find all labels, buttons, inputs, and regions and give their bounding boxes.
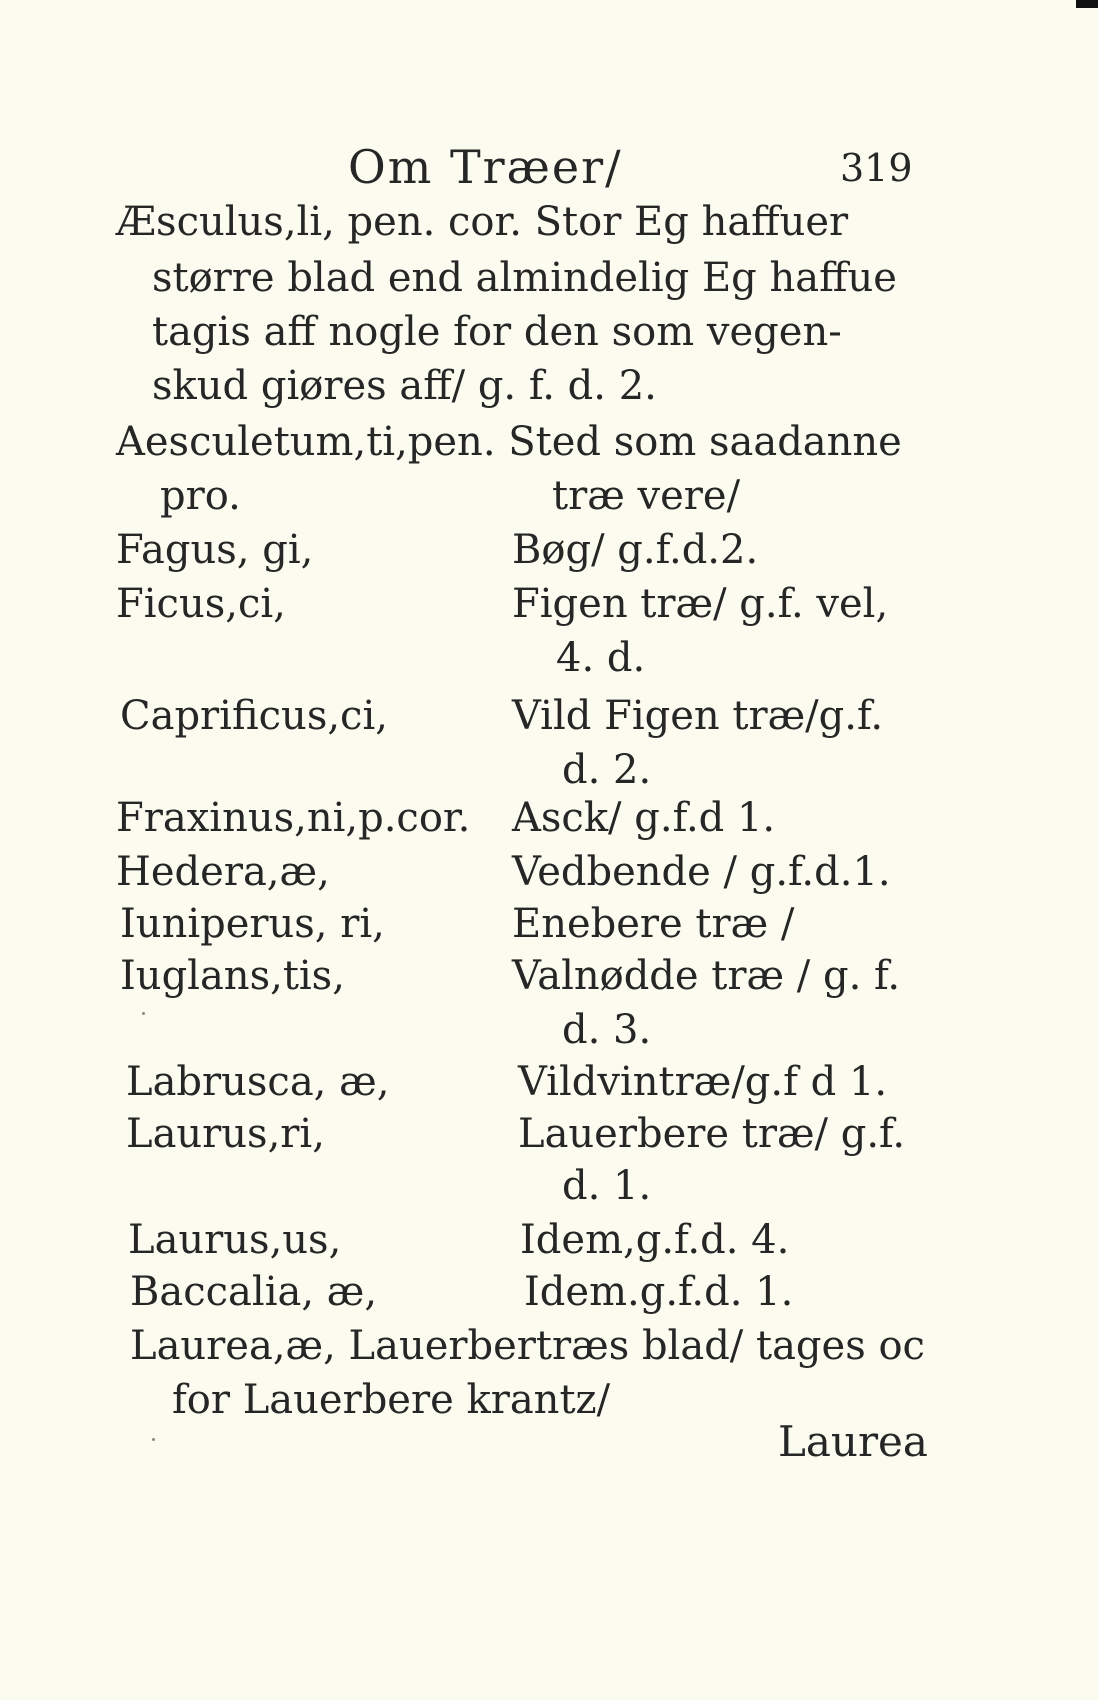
- page-header: [0, 140, 1098, 200]
- entry-danish: 4. d.: [556, 635, 646, 681]
- entry-danish: Vild Figen træ/g.f.: [512, 693, 884, 739]
- entry-latin: pro.: [160, 473, 241, 519]
- entry-latin: Labrusca, æ,: [126, 1059, 390, 1105]
- entry-line: Laurea,æ, Lauerbertræs blad/ tages oc: [130, 1323, 925, 1369]
- entry-line: tagis aff nogle for den som vegen-: [152, 309, 842, 355]
- entry-line: større blad end almindelig Eg haffue: [152, 255, 897, 301]
- entry-danish: Vedbende / g.f.d.1.: [512, 849, 891, 895]
- running-title: Om Træer/: [348, 140, 623, 194]
- entry-danish: Idem.g.f.d. 1.: [524, 1269, 794, 1315]
- entry-line: Æsculus,li, pen. cor. Stor Eg haffuer: [116, 199, 849, 245]
- entry-danish: Idem,g.f.d. 4.: [520, 1217, 790, 1263]
- entry-latin: Iuniperus, ri,: [120, 901, 385, 947]
- entry-danish: Asck/ g.f.d 1.: [512, 795, 776, 841]
- entry-danish: d. 2.: [562, 747, 652, 793]
- entry-line: Aesculetum,ti,pen. Sted som saadanne: [116, 419, 902, 465]
- entry-latin: Hedera,æ,: [116, 849, 330, 895]
- entry-danish: d. 3.: [562, 1007, 652, 1053]
- entry-danish: Bøg/ g.f.d.2.: [512, 527, 759, 573]
- entry-danish: d. 1.: [562, 1163, 652, 1209]
- entry-latin: Laurus,us,: [128, 1217, 342, 1263]
- scan-edge-mark: [1076, 0, 1098, 8]
- entry-latin: Laurus,ri,: [126, 1111, 325, 1157]
- entry-danish: Valnødde træ / g. f.: [512, 953, 901, 999]
- entry-latin: Ficus,ci,: [116, 581, 286, 627]
- catchword: Laurea: [778, 1417, 928, 1466]
- entry-danish: træ vere/: [552, 473, 741, 519]
- entry-danish: Enebere træ /: [512, 901, 795, 947]
- entry-line: for Lauerbere krantz/: [172, 1377, 611, 1423]
- entry-latin: Baccalia, æ,: [130, 1269, 378, 1315]
- entry-latin: Fagus, gi,: [116, 527, 314, 573]
- entry-danish: Figen træ/ g.f. vel,: [512, 581, 889, 627]
- entry-danish: Vildvintræ/g.f d 1.: [518, 1059, 888, 1105]
- ink-speck: [142, 1012, 145, 1015]
- page-number: 319: [840, 146, 913, 190]
- entry-latin: Caprificus,ci,: [120, 693, 388, 739]
- entry-line: skud giøres aff/ g. f. d. 2.: [152, 363, 657, 409]
- entry-latin: Iuglans,tis,: [120, 953, 345, 999]
- ink-speck: [152, 1438, 155, 1441]
- entry-danish: Lauerbere træ/ g.f.: [518, 1111, 906, 1157]
- entry-latin: Fraxinus,ni,p.cor.: [116, 795, 471, 841]
